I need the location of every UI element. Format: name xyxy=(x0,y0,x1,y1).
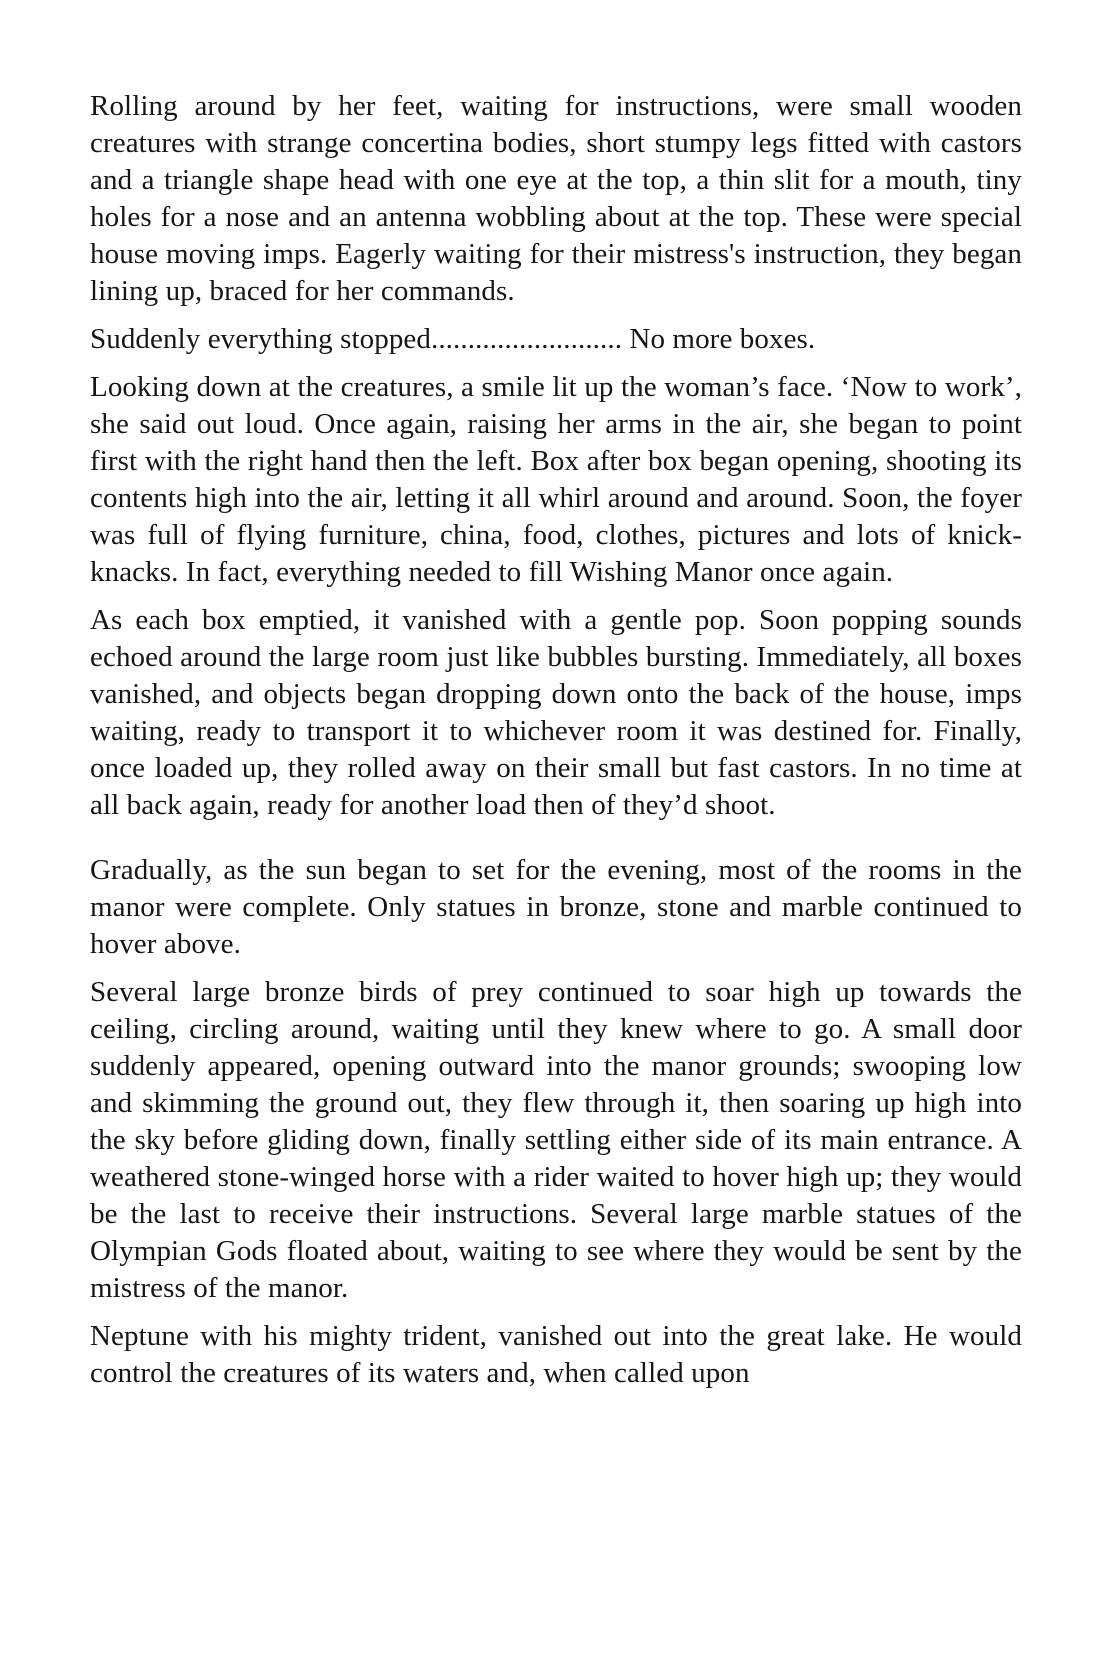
paragraph: Suddenly everything stopped.......................... No more boxes. xyxy=(90,323,816,355)
paragraph: Several large bronze birds of prey continued to soar high up towards the ceiling, circling around, waiting until they knew where to go. A small door suddenly appeared, opening outward into the manor grounds; swooping low and skimming the ground out, they flew through it, then soaring up high into the sky before gliding down, finally settling either side of its main entrance. A weathered stone-winged horse with a rider waited to hover high up; they would be the last to receive their instructions. Several large marble statues of the Olympian Gods floated about, waiting to see where they would be sent by the mistress of the manor. xyxy=(90,976,1022,1304)
paragraph: Looking down at the creatures, a smile lit up the woman’s face. ‘Now to work’, she said out loud. Once again, raising her arms in the air, she began to point first with the right hand then the left. Box after box began opening, shooting its contents high into the air, letting it all whirl around and around. Soon, the foyer was full of flying furniture, china, food, clothes, pictures and lots of knick-knacks. In fact, everything needed to fill Wishing Manor once again. xyxy=(90,371,1022,588)
paragraph: As each box emptied, it vanished with a gentle pop. Soon popping sounds echoed around the large room just like bubbles bursting. Immediately, all boxes vanished, and objects began dropping down onto the back of the house, imps waiting, ready to transport it to whichever room it was destined for. Finally, once loaded up, they rolled away on their small but fast castors. In no time at all back again, ready for another load then of they’d shoot. xyxy=(90,604,1022,821)
paragraph: Rolling around by her feet, waiting for instructions, were small wooden creatures with strange concertina bodies, short stumpy legs fitted with castors and a triangle shape head with one eye at the top, a thin slit for a mouth, tiny holes for a nose and an antenna wobbling about at the top. These were special house moving imps. Eagerly waiting for their mistress's instruction, they began lining up, braced for her commands. xyxy=(90,90,1022,307)
paragraph: Neptune with his mighty trident, vanished out into the great lake. He would control the creatures of its waters and, when called upon xyxy=(90,1320,1022,1389)
paragraph: Gradually, as the sun began to set for the evening, most of the rooms in the manor were complete. Only statues in bronze, stone and marble continued to hover above. xyxy=(90,854,1022,960)
